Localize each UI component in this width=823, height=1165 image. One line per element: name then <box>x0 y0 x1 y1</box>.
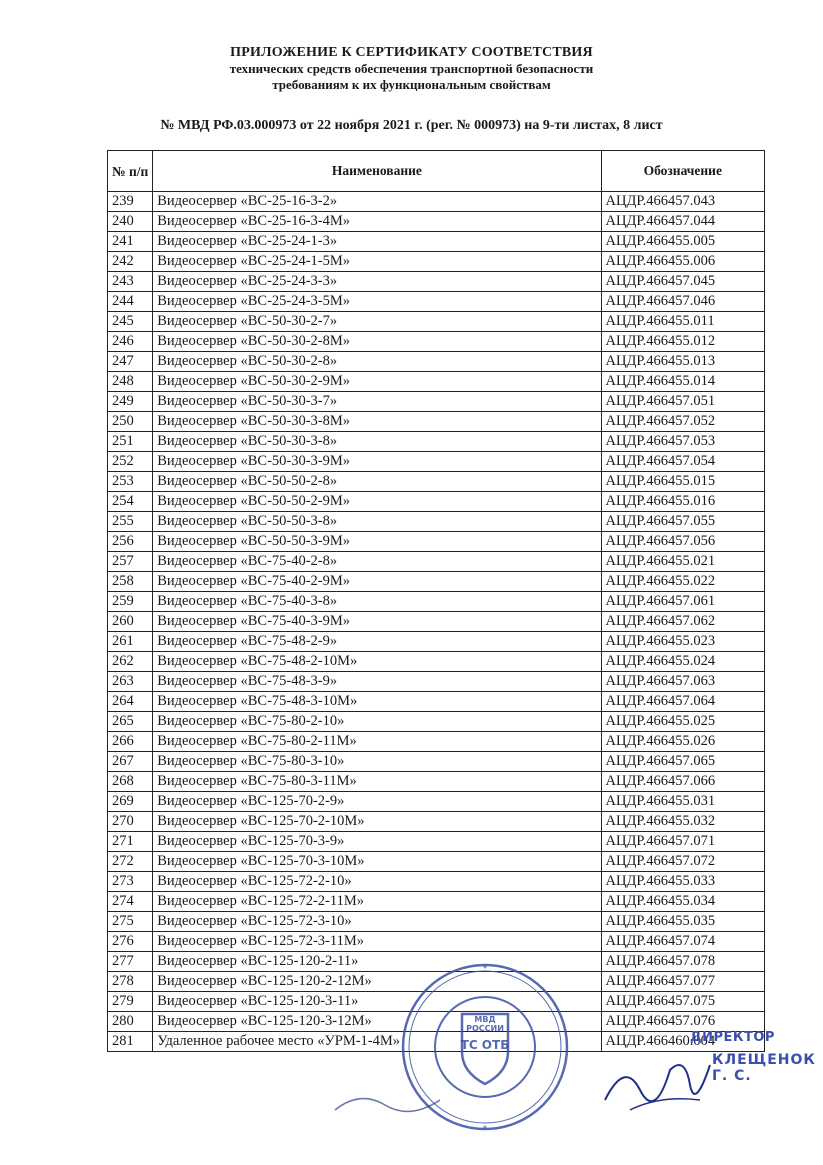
row-name: Видеосервер «ВС-25-24-1-3» <box>153 232 601 252</box>
table-row <box>108 372 765 392</box>
row-designation: АЦДР.466457.065 <box>601 752 764 772</box>
signer-name: КЛЕЩЕНОК Г. С. <box>712 1052 816 1084</box>
table-row <box>108 272 765 292</box>
row-number: 259 <box>108 592 153 612</box>
row-number: 281 <box>108 1032 153 1052</box>
row-name: Видеосервер «ВС-50-50-3-8» <box>153 512 601 532</box>
column-header-name: Наименование <box>153 151 601 192</box>
table-row <box>108 732 765 752</box>
table-row <box>108 692 765 712</box>
row-number: 274 <box>108 892 153 912</box>
row-number: 257 <box>108 552 153 572</box>
row-number: 242 <box>108 252 153 272</box>
row-name: Видеосервер «ВС-50-50-2-8» <box>153 472 601 492</box>
row-name: Видеосервер «ВС-75-80-3-11М» <box>153 772 601 792</box>
row-number: 260 <box>108 612 153 632</box>
row-number: 247 <box>108 352 153 372</box>
row-number: 267 <box>108 752 153 772</box>
row-name: Видеосервер «ВС-50-30-3-7» <box>153 392 601 412</box>
row-name: Видеосервер «ВС-75-48-3-10М» <box>153 692 601 712</box>
row-designation: АЦДР.466457.077 <box>601 972 764 992</box>
table-row <box>108 232 765 252</box>
row-number: 280 <box>108 1012 153 1032</box>
document-subtitle-2: требованиям к их функциональным свойствам <box>272 77 551 92</box>
row-name: Видеосервер «ВС-75-80-3-10» <box>153 752 601 772</box>
row-designation: АЦДР.466455.026 <box>601 732 764 752</box>
row-designation: АЦДР.466457.055 <box>601 512 764 532</box>
row-number: 250 <box>108 412 153 432</box>
row-name: Видеосервер «ВС-50-30-2-8» <box>153 352 601 372</box>
row-number: 279 <box>108 992 153 1012</box>
row-name: Видеосервер «ВС-125-120-2-11» <box>153 952 601 972</box>
row-designation: АЦДР.466460.004 <box>601 1032 764 1052</box>
row-designation: АЦДР.466455.033 <box>601 872 764 892</box>
row-designation: АЦДР.466455.021 <box>601 552 764 572</box>
row-designation: АЦДР.466457.053 <box>601 432 764 452</box>
row-designation: АЦДР.466457.056 <box>601 532 764 552</box>
row-designation: АЦДР.466457.054 <box>601 452 764 472</box>
row-name: Видеосервер «ВС-75-80-2-10» <box>153 712 601 732</box>
row-designation: АЦДР.466457.063 <box>601 672 764 692</box>
row-designation: АЦДР.466455.032 <box>601 812 764 832</box>
row-designation: АЦДР.466457.074 <box>601 932 764 952</box>
row-designation: АЦДР.466455.023 <box>601 632 764 652</box>
row-number: 255 <box>108 512 153 532</box>
row-name: Видеосервер «ВС-75-40-2-9М» <box>153 572 601 592</box>
row-number: 278 <box>108 972 153 992</box>
row-number: 268 <box>108 772 153 792</box>
row-number: 270 <box>108 812 153 832</box>
register-table <box>107 150 765 1052</box>
row-number: 252 <box>108 452 153 472</box>
table-body <box>108 192 765 1052</box>
row-number: 239 <box>108 192 153 212</box>
row-designation: АЦДР.466455.035 <box>601 912 764 932</box>
table-row <box>108 812 765 832</box>
certificate-reference: № МВД РФ.03.000973 от 22 ноября 2021 г. (рег. № 000973) на 9-ти листах, 8 лист <box>160 118 663 133</box>
row-name: Видеосервер «ВС-50-50-2-9М» <box>153 492 601 512</box>
row-designation: АЦДР.466457.072 <box>601 852 764 872</box>
row-designation: АЦДР.466455.031 <box>601 792 764 812</box>
row-number: 265 <box>108 712 153 732</box>
row-number: 276 <box>108 932 153 952</box>
row-number: 240 <box>108 212 153 232</box>
row-designation: АЦДР.466457.052 <box>601 412 764 432</box>
table-row <box>108 212 765 232</box>
table-row <box>108 452 765 472</box>
table-row <box>108 652 765 672</box>
row-designation: АЦДР.466457.078 <box>601 952 764 972</box>
row-name: Видеосервер «ВС-75-40-3-9М» <box>153 612 601 632</box>
row-number: 277 <box>108 952 153 972</box>
row-number: 258 <box>108 572 153 592</box>
row-name: Видеосервер «ВС-125-72-3-11М» <box>153 932 601 952</box>
row-designation: АЦДР.466457.071 <box>601 832 764 852</box>
table-row <box>108 872 765 892</box>
row-name: Видеосервер «ВС-125-120-3-11» <box>153 992 601 1012</box>
row-designation: АЦДР.466457.061 <box>601 592 764 612</box>
signer-position: ДИРЕКТОР <box>690 1030 775 1045</box>
row-designation: АЦДР.466455.011 <box>601 312 764 332</box>
row-designation: АЦДР.466457.064 <box>601 692 764 712</box>
row-name: Видеосервер «ВС-25-16-3-2» <box>153 192 601 212</box>
table-row <box>108 532 765 552</box>
row-name: Видеосервер «ВС-25-16-3-4М» <box>153 212 601 232</box>
row-designation: АЦДР.466455.005 <box>601 232 764 252</box>
table-row <box>108 472 765 492</box>
table-row <box>108 292 765 312</box>
row-number: 256 <box>108 532 153 552</box>
table-row <box>108 932 765 952</box>
table-row <box>108 432 765 452</box>
table-row <box>108 412 765 432</box>
table-row <box>108 352 765 372</box>
row-number: 246 <box>108 332 153 352</box>
table-row <box>108 672 765 692</box>
row-name: Видеосервер «ВС-50-30-2-7» <box>153 312 601 332</box>
table-row <box>108 792 765 812</box>
row-number: 273 <box>108 872 153 892</box>
row-designation: АЦДР.466457.051 <box>601 392 764 412</box>
table-row <box>108 312 765 332</box>
row-number: 266 <box>108 732 153 752</box>
row-name: Видеосервер «ВС-125-70-3-9» <box>153 832 601 852</box>
row-designation: АЦДР.466457.062 <box>601 612 764 632</box>
row-designation: АЦДР.466455.015 <box>601 472 764 492</box>
signature-flourish <box>330 1080 460 1120</box>
table-row <box>108 552 765 572</box>
row-number: 254 <box>108 492 153 512</box>
row-name: Видеосервер «ВС-75-40-3-8» <box>153 592 601 612</box>
row-number: 269 <box>108 792 153 812</box>
row-designation: АЦДР.466457.044 <box>601 212 764 232</box>
row-number: 245 <box>108 312 153 332</box>
row-designation: АЦДР.466455.006 <box>601 252 764 272</box>
row-name: Видеосервер «ВС-25-24-3-5М» <box>153 292 601 312</box>
row-designation: АЦДР.466455.016 <box>601 492 764 512</box>
row-number: 261 <box>108 632 153 652</box>
row-name: Видеосервер «ВС-25-24-3-3» <box>153 272 601 292</box>
signature <box>600 1040 720 1120</box>
row-number: 272 <box>108 852 153 872</box>
row-number: 263 <box>108 672 153 692</box>
row-designation: АЦДР.466455.013 <box>601 352 764 372</box>
row-name: Видеосервер «ВС-75-48-3-9» <box>153 672 601 692</box>
row-name: Видеосервер «ВС-75-80-2-11М» <box>153 732 601 752</box>
seal-stamp-top-text: МВД РОССИИ <box>466 1015 504 1033</box>
row-number: 244 <box>108 292 153 312</box>
row-designation: АЦДР.466455.025 <box>601 712 764 732</box>
table-row <box>108 912 765 932</box>
row-number: 275 <box>108 912 153 932</box>
row-number: 241 <box>108 232 153 252</box>
row-number: 249 <box>108 392 153 412</box>
row-name: Видеосервер «ВС-125-70-2-9» <box>153 792 601 812</box>
row-name: Видеосервер «ВС-75-48-2-9» <box>153 632 601 652</box>
table-row <box>108 892 765 912</box>
row-designation: АЦДР.466457.045 <box>601 272 764 292</box>
row-name: Видеосервер «ВС-125-72-2-11М» <box>153 892 601 912</box>
row-number: 251 <box>108 432 153 452</box>
table-row <box>108 192 765 212</box>
table-row <box>108 832 765 852</box>
row-name: Видеосервер «ВС-25-24-1-5М» <box>153 252 601 272</box>
row-name: Видеосервер «ВС-50-50-3-9М» <box>153 532 601 552</box>
table-row <box>108 492 765 512</box>
table-row <box>108 252 765 272</box>
row-number: 248 <box>108 372 153 392</box>
row-name: Видеосервер «ВС-50-30-2-9М» <box>153 372 601 392</box>
row-number: 253 <box>108 472 153 492</box>
column-header-designation: Обозначение <box>601 151 764 192</box>
table-row <box>108 752 765 772</box>
table-row <box>108 852 765 872</box>
table-row <box>108 772 765 792</box>
table-row <box>108 612 765 632</box>
row-name: Видеосервер «ВС-125-72-3-10» <box>153 912 601 932</box>
row-number: 271 <box>108 832 153 852</box>
table-row <box>108 712 765 732</box>
row-name: Видеосервер «ВС-75-48-2-10М» <box>153 652 601 672</box>
seal-stamp-center-text: ТС ОТБ <box>460 1038 510 1052</box>
row-name: Видеосервер «ВС-125-70-3-10М» <box>153 852 601 872</box>
row-designation: АЦДР.466455.014 <box>601 372 764 392</box>
row-name: Видеосервер «ВС-50-30-3-8» <box>153 432 601 452</box>
row-name: Видеосервер «ВС-125-120-2-12М» <box>153 972 601 992</box>
column-header-number: № п/п <box>108 151 153 192</box>
document-subtitle-1: технических средств обеспечения транспортной безопасности <box>229 61 594 76</box>
row-name: Видеосервер «ВС-125-72-2-10» <box>153 872 601 892</box>
row-designation: АЦДР.466457.076 <box>601 1012 764 1032</box>
row-name: Видеосервер «ВС-50-30-2-8М» <box>153 332 601 352</box>
row-designation: АЦДР.466455.034 <box>601 892 764 912</box>
row-name: Видеосервер «ВС-50-30-3-9М» <box>153 452 601 472</box>
row-name: Видеосервер «ВС-125-70-2-10М» <box>153 812 601 832</box>
row-designation: АЦДР.466455.012 <box>601 332 764 352</box>
row-number: 262 <box>108 652 153 672</box>
table-row <box>108 332 765 352</box>
row-name: Видеосервер «ВС-50-30-3-8М» <box>153 412 601 432</box>
row-name: Видеосервер «ВС-125-120-3-12М» <box>153 1012 601 1032</box>
row-designation: АЦДР.466455.024 <box>601 652 764 672</box>
row-name: Удаленное рабочее место «УРМ-1-4М» <box>153 1032 601 1052</box>
table-row <box>108 512 765 532</box>
row-designation: АЦДР.466457.075 <box>601 992 764 1012</box>
table-row <box>108 592 765 612</box>
table-row <box>108 392 765 412</box>
table-header-row <box>108 151 765 192</box>
row-designation: АЦДР.466457.046 <box>601 292 764 312</box>
row-name: Видеосервер «ВС-75-40-2-8» <box>153 552 601 572</box>
row-designation: АЦДР.466457.066 <box>601 772 764 792</box>
table-row <box>108 572 765 592</box>
document-title: ПРИЛОЖЕНИЕ К СЕРТИФИКАТУ СООТВЕТСТВИЯ <box>230 45 593 60</box>
table-row <box>108 632 765 652</box>
row-designation: АЦДР.466455.022 <box>601 572 764 592</box>
row-number: 264 <box>108 692 153 712</box>
row-number: 243 <box>108 272 153 292</box>
row-designation: АЦДР.466457.043 <box>601 192 764 212</box>
document-header <box>0 44 823 93</box>
